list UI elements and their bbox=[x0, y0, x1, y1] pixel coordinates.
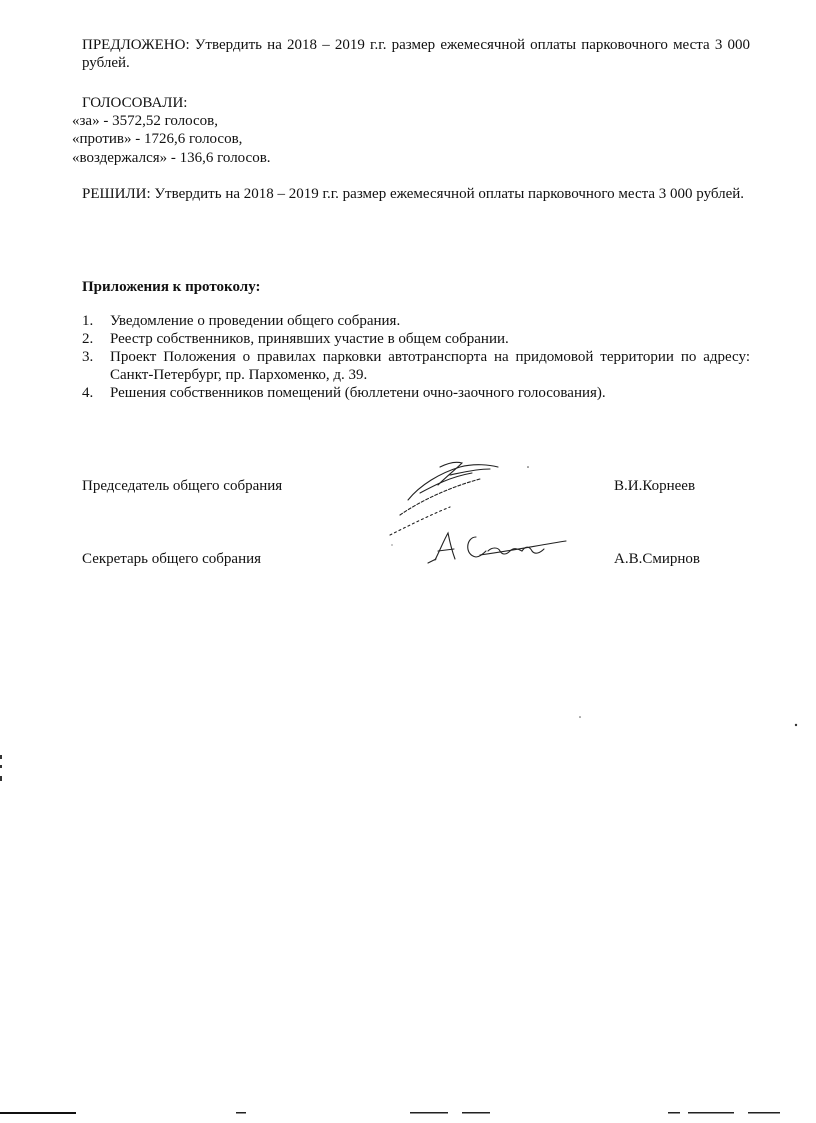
annex-list bbox=[82, 312, 750, 402]
list-item-number: 2. bbox=[82, 331, 94, 347]
list-item-text: Реестр собственников, принявших участие в общем собрании. bbox=[110, 331, 509, 347]
list-item-text: Проект Положения о правилах парковки автотранспорта на придомовой территории по адресу: Санкт-Петербург, пр. Пархоменко, д. 39. bbox=[110, 349, 750, 383]
vote-against: «против» - 1726,6 голосов, bbox=[72, 131, 243, 147]
list-item-number: 1. bbox=[82, 313, 94, 329]
list-item-text: Уведомление о проведении общего собрания. bbox=[110, 313, 401, 329]
list-item-number: 4. bbox=[82, 385, 94, 401]
voting-heading: ГОЛОСОВАЛИ: bbox=[82, 95, 188, 111]
annexes-heading: Приложения к протоколу: bbox=[82, 279, 261, 295]
handwritten-signatures bbox=[380, 455, 580, 585]
scan-bottom-marks bbox=[0, 1100, 816, 1123]
scan-specks bbox=[570, 705, 810, 735]
vote-for: «за» - 3572,52 голосов, bbox=[72, 113, 219, 129]
list-item bbox=[82, 330, 750, 348]
vote-abstained: «воздержался» - 136,6 голосов. bbox=[72, 150, 271, 166]
secretary-role: Секретарь общего собрания bbox=[82, 551, 262, 567]
chair-name: В.И.Корнеев bbox=[614, 478, 696, 494]
list-item-number: 3. bbox=[82, 349, 94, 365]
scan-edge-marks bbox=[0, 750, 6, 800]
decision-text: РЕШИЛИ: Утвердить на 2018 – 2019 г.г. размер ежемесячной оплаты парковочного места 3 000 рублей. bbox=[82, 186, 745, 202]
secretary-name: А.В.Смирнов bbox=[614, 551, 700, 567]
list-item bbox=[82, 384, 750, 402]
list-item-text: Решения собственников помещений (бюллетени очно-заочного голосования). bbox=[110, 385, 606, 401]
list-item bbox=[82, 348, 750, 384]
proposal-text: ПРЕДЛОЖЕНО: Утвердить на 2018 – 2019 г.г. размер ежемесячной оплаты парковочного места 3 000 рублей. bbox=[82, 37, 750, 71]
proposal-paragraph bbox=[82, 36, 750, 72]
list-item bbox=[82, 312, 750, 330]
decision-paragraph bbox=[82, 185, 750, 203]
chair-role: Председатель общего собрания bbox=[82, 478, 283, 494]
